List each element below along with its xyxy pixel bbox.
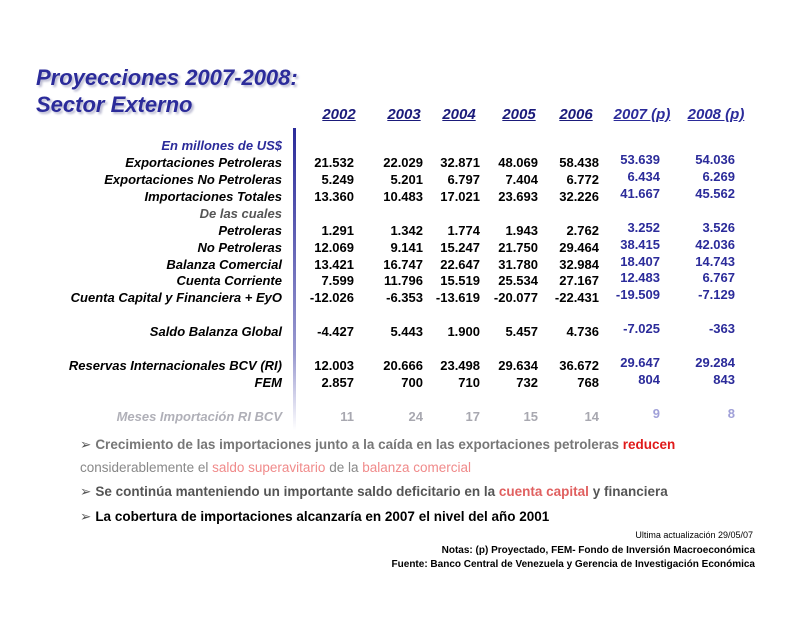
table-cell: 10.483 [383,189,423,204]
arrow-icon: ➢ [80,484,92,499]
table-cell: 14.743 [695,254,735,269]
table-cell: 6.767 [702,270,735,285]
table-cell: 6.269 [702,169,735,184]
row-label: Reservas Internacionales BCV (RI) [68,358,282,373]
table-cell: 48.069 [498,155,538,170]
source: Fuente: Banco Central de Venezuela y Gerencia de Investigación Económica [391,559,755,570]
table-cell: 45.562 [695,186,735,201]
year-4: 2006 [559,106,593,123]
table-cell: 21.750 [498,240,538,255]
year-1: 2003 [387,106,421,123]
table-cell: 5.249 [321,172,354,187]
table-cell: 29.464 [559,240,599,255]
table-cell: 18.407 [620,254,660,269]
title-line-2: Sector Externo [36,92,193,117]
row-label: Importaciones Totales [144,189,282,204]
row-label: Petroleras [218,223,282,238]
table-cell: 5.457 [505,324,538,339]
table-cell: 7.599 [321,273,354,288]
table-cell: 768 [577,375,599,390]
table-cell: -363 [708,321,735,336]
year-2: 2004 [442,106,476,123]
table-cell: 1.342 [390,223,423,238]
table-cell: -4.427 [317,324,354,339]
table-cell: 22.647 [440,257,480,272]
bullet-3: ➢ La cobertura de importaciones alcanzaría en 2007 el nivel del año 2001 [80,509,550,524]
row-label: Cuenta Capital y Financiera + EyO [70,290,282,305]
table-cell: 29.647 [620,355,660,370]
table-cell: 9 [652,406,660,421]
table-cell: 29.284 [695,355,735,370]
row-label: No Petroleras [197,240,282,255]
table-cell: 12.483 [620,270,660,285]
year-3: 2005 [502,106,536,123]
table-cell: -20.077 [493,290,538,305]
year-5: 2007 (p) [613,106,671,123]
row-label: De las cuales [199,206,282,221]
table-cell: 24 [408,409,423,424]
table-cell: 700 [401,375,423,390]
table-cell: -7.129 [698,287,735,302]
table-cell: 15.519 [440,273,480,288]
row-label: Balanza Comercial [166,257,282,272]
table-cell: 5.443 [390,324,423,339]
table-cell: 16.747 [383,257,423,272]
bullet-2: ➢ Se continúa manteniendo un importante saldo deficitario en la cuenta capital y financiera [80,484,668,499]
table-cell: 38.415 [620,237,660,252]
table-cell: 32.226 [559,189,599,204]
table-cell: 21.532 [314,155,354,170]
table-cell: 22.029 [383,155,423,170]
table-cell: 25.534 [498,273,538,288]
table-cell: -19.509 [615,287,660,302]
title-line-1: Proyecciones 2007-2008: [36,65,298,90]
table-cell: 11 [340,409,354,424]
table-cell: -13.619 [435,290,480,305]
table-cell: 32.984 [559,257,599,272]
table-cell: 1.291 [321,223,354,238]
bullet-1: ➢ Crecimiento de las importaciones junto a la caída en las exportaciones petroleras reducen [80,437,676,452]
table-cell: 2.762 [566,223,599,238]
notes: Notas: (p) Proyectado, FEM- Fondo de Inversión Macroeconómica [441,545,755,556]
table-cell: 13.360 [314,189,354,204]
table-cell: 8 [727,406,735,421]
table-cell: 13.421 [314,257,354,272]
table-cell: -22.431 [554,290,599,305]
table-cell: 29.634 [498,358,538,373]
unit-label: En millones de US$ [161,138,282,153]
table-cell: 41.667 [620,186,660,201]
table-cell: 1.900 [447,324,480,339]
arrow-icon: ➢ [80,509,92,524]
table-cell: 53.639 [620,152,660,167]
row-label: Meses Importación RI BCV [116,409,282,424]
table-cell: 1.774 [447,223,480,238]
table-cell: 27.167 [559,273,599,288]
table-cell: 2.857 [321,375,354,390]
table-cell: 14 [584,409,599,424]
year-0: 2002 [322,106,356,123]
table-cell: 1.943 [505,223,538,238]
page-title [36,64,298,118]
row-label: Cuenta Corriente [176,273,282,288]
row-label: Exportaciones Petroleras [125,155,282,170]
table-cell: 3.526 [702,220,735,235]
table-cell: 4.736 [566,324,599,339]
year-6: 2008 (p) [687,106,745,123]
table-cell: 804 [638,372,660,387]
table-cell: 12.069 [314,240,354,255]
table-cell: 843 [713,372,735,387]
table-cell: -7.025 [623,321,660,336]
table-cell: 17 [465,409,480,424]
table-cell: 5.201 [390,172,423,187]
table-cell: 23.693 [498,189,538,204]
table-cell: 42.036 [695,237,735,252]
update-date: Ultima actualización 29/05/07 [635,530,753,540]
row-label: Exportaciones No Petroleras [104,172,282,187]
table-cell: 6.434 [627,169,660,184]
table-cell: 15 [523,409,538,424]
table-cell: 17.021 [440,189,480,204]
table-cell: 12.003 [314,358,354,373]
table-cell: 3.252 [627,220,660,235]
row-label: Saldo Balanza Global [149,324,282,339]
table-cell: 732 [516,375,538,390]
table-cell: 15.247 [440,240,480,255]
table-cell: 36.672 [559,358,599,373]
row-label: FEM [254,375,282,390]
table-cell: 710 [458,375,480,390]
table-cell: 11.796 [383,273,423,288]
table-cell: 31.780 [498,257,538,272]
table-cell: 54.036 [695,152,735,167]
table-cell: 32.871 [440,155,480,170]
table-cell: 23.498 [440,358,480,373]
table-cell: -12.026 [309,290,354,305]
bullet-1-continued: considerablemente el saldo superavitario de la balanza comercial [80,460,472,475]
table-cell: 9.141 [390,240,423,255]
table-cell: 6.772 [566,172,599,187]
table-cell: 7.404 [505,172,538,187]
table-cell: 20.666 [383,358,423,373]
table-cell: -6.353 [386,290,423,305]
table-cell: 6.797 [447,172,480,187]
arrow-icon: ➢ [80,437,92,452]
table-cell: 58.438 [559,155,599,170]
